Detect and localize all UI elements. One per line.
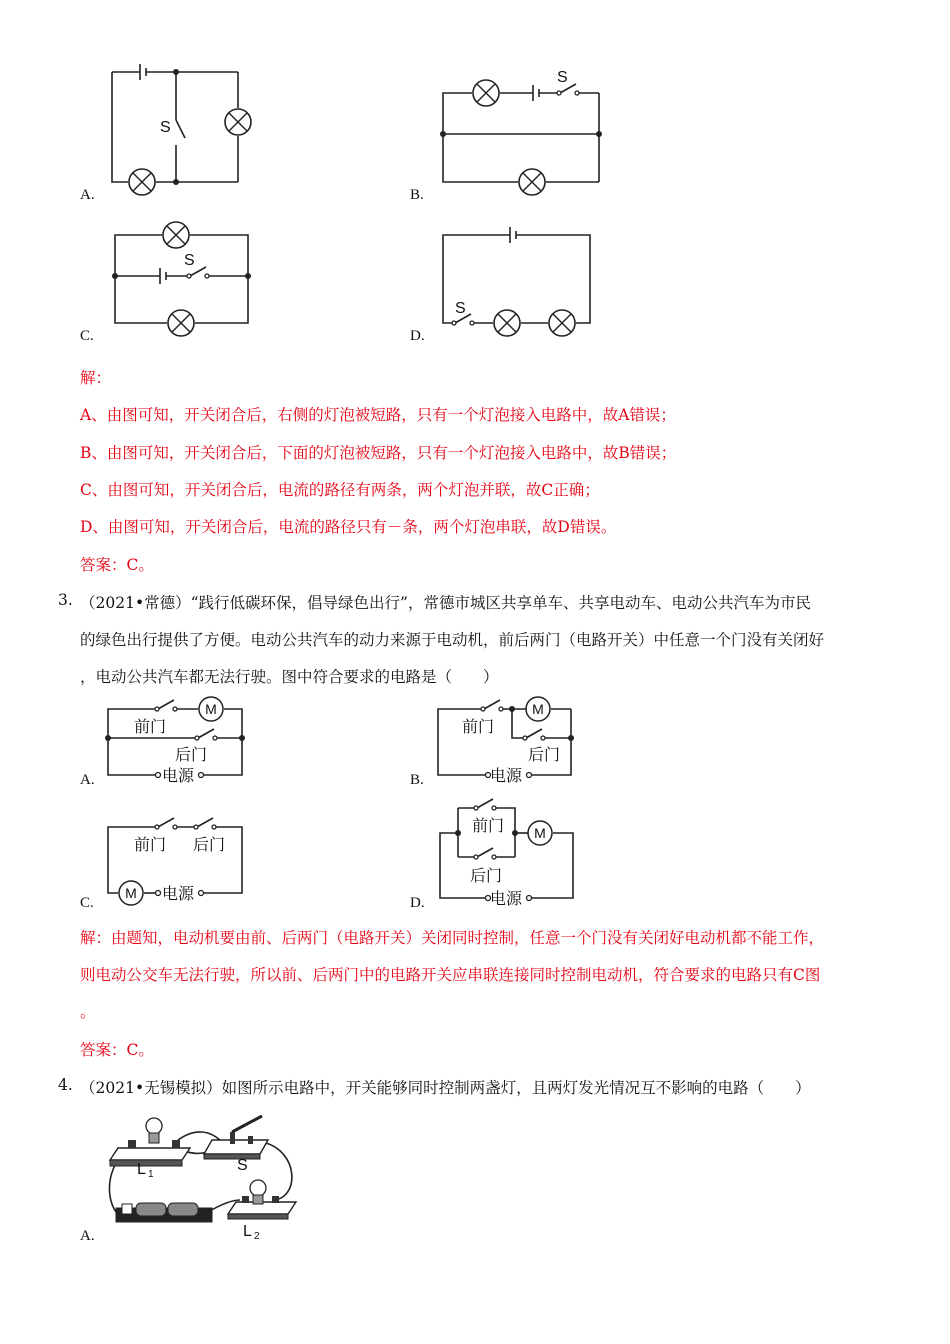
q4-number: 4. — [58, 1076, 73, 1094]
option-c-label: C. — [80, 328, 94, 344]
svg-text:S: S — [237, 1157, 248, 1174]
svg-text:前门: 前门 — [472, 818, 505, 835]
svg-text:L: L — [137, 1161, 146, 1178]
svg-text:后门: 后门 — [470, 868, 503, 885]
bulb-icon — [250, 1180, 266, 1196]
svg-text:电源: 电源 — [162, 768, 195, 785]
svg-text:后门: 后门 — [175, 747, 208, 764]
svg-text:前门: 前门 — [462, 719, 495, 736]
svg-text:M: M — [205, 701, 217, 717]
q3-stem-line2: 的绿色出行提供了方便。电动公共汽车的动力来源于电动机，前后两门（电路开关）中任意一个门没有关闭好 — [80, 631, 825, 649]
svg-text:L: L — [243, 1223, 252, 1240]
q2-solution-d: D、由图可知，开关闭合后，电流的路径只有－条，两个灯泡串联，故D错误。 — [80, 518, 617, 536]
q4-option-a: A. — [80, 1228, 95, 1244]
q3-answer: 答案：C。 — [80, 1041, 154, 1059]
option-a-label: A. — [80, 187, 95, 203]
svg-text:前门: 前门 — [134, 719, 167, 736]
svg-text:后门: 后门 — [193, 837, 226, 854]
q3-stem-line3: ，电动公共汽车都无法行驶。图中符合要求的电路是（ ） — [80, 668, 499, 686]
svg-text:S: S — [455, 300, 466, 317]
q2-solution-b: B、由图可知，开关闭合后，下面的灯泡被短路，只有一个灯泡接入电路中，故B错误； — [80, 444, 677, 462]
svg-text:1: 1 — [148, 1169, 154, 1180]
q2-solution-c: C、由图可知，开关闭合后，电流的路径有两条，两个灯泡并联，故C正确； — [80, 481, 600, 499]
q3-stem-line1: （2021•常德）“践行低碳环保，倡导绿色出行”，常德市城区共享单车、共享电动车、电动公共汽车为市民 — [80, 594, 811, 612]
svg-text:M: M — [125, 885, 137, 901]
switch-label: S — [160, 119, 171, 136]
q3-solution-line2: 则电动公交车无法行驶，所以前、后两门中的电路开关应串联连接同时控制电动机，符合要求的电路只有C图 — [80, 966, 821, 984]
svg-text:2: 2 — [254, 1231, 260, 1242]
svg-text:S: S — [557, 69, 568, 86]
q2-answer: 答案：C。 — [80, 556, 154, 574]
battery-holder — [116, 1203, 212, 1222]
q3-option-c: C. — [80, 895, 94, 911]
svg-text:电源: 电源 — [490, 891, 523, 908]
q3-option-d: D. — [410, 895, 425, 911]
q2-solution-heading: 解： — [80, 369, 112, 387]
svg-text:M: M — [532, 701, 544, 717]
q2-solution-a: A、由图可知，开关闭合后，右侧的灯泡被短路，只有一个灯泡接入电路中，故A错误； — [80, 406, 676, 424]
svg-text:前门: 前门 — [134, 837, 167, 854]
q3-solution-line1: 解：由题知，电动机要由前、后两门（电路开关）关闭同时控制，任意一个门没有关闭好电动机都不能工作， — [80, 929, 825, 947]
option-d-label: D. — [410, 328, 425, 344]
svg-text:电源: 电源 — [162, 886, 195, 903]
svg-text:电源: 电源 — [490, 768, 523, 785]
lamp-board-l1 — [110, 1118, 190, 1166]
bulb-icon — [146, 1118, 162, 1134]
svg-text:后门: 后门 — [528, 747, 561, 764]
q3-number: 3. — [58, 591, 73, 609]
svg-text:M: M — [534, 825, 546, 841]
q3-option-b: B. — [410, 772, 424, 788]
option-b-label: B. — [410, 187, 424, 203]
q3-solution-line3: 。 — [80, 1003, 96, 1021]
q4-stem: （2021•无锡模拟）如图所示电路中，开关能够同时控制两盏灯，且两灯发光情况互不影响的电路（ ） — [80, 1079, 811, 1097]
q3-option-a: A. — [80, 772, 95, 788]
knife-switch — [204, 1116, 268, 1159]
svg-text:S: S — [184, 252, 195, 269]
